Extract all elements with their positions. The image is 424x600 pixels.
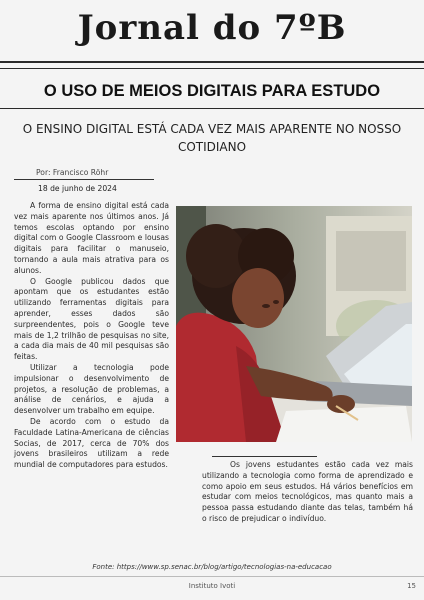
paragraph-1: A forma de ensino digital está cada vez mais aparente nos últimos anos. Já temos escolas optando por ensino digital com o Google Classroom e lousas digitais para facilitar o manuseio, tornando a aula mais atrativa para os alunos.: [14, 201, 169, 275]
caption-rule: [212, 456, 317, 457]
source-credit: Fonte: https://www.sp.senac.br/blog/artigo/tecnologias-na-educacao: [92, 563, 332, 571]
article-photo: [176, 206, 412, 442]
footer-rule: [0, 576, 424, 577]
paragraph-4: De acordo com o estudo da Faculdade Latina-Americana de ciências Socias, de 2017, cerca de 70% dos jovens brasileiros utilizam a rede mundial de computadores para estudos.: [14, 416, 169, 470]
byline-rule: [14, 179, 154, 180]
footer-publisher: Instituto Ivoti: [188, 582, 236, 590]
paragraph-2: O Google publicou dados que apontam que os estudantes estão utilizando ferramentas digitais para aprender, esses dados são surpreendentes, pois o Google teve mais de 1,2 trilhão de pesquisas no site, a cada dia mais de 40 mil pesquisas são feitas.: [14, 276, 169, 362]
article-subtitle: O ENSINO DIGITAL ESTÁ CADA VEZ MAIS APARENTE NO NOSSO COTIDIANO: [22, 122, 402, 154]
masthead-rule-bottom: [0, 68, 424, 69]
photo-caption: Os jovens estudantes estão cada vez mais utilizando a tecnologia como forma de aprendizado e como apoio em seus estudos. Há vários benefícios em estudar com meios tecnológicos, mas quanto mais a pessoa passa estudando diante das telas, também há o risco de prejudicar o indivíduo.: [202, 460, 413, 523]
headline-rule: [0, 108, 424, 109]
paragraph-3: Utilizar a tecnologia pode impulsionar o desenvolvimento de projetos, a resolução de problemas, a análise de cenários, e ajuda a desenvolver um trabalho em equipe.: [14, 362, 169, 416]
article-date: 18 de junho de 2024: [38, 184, 117, 193]
masthead-title: Jornal do 7ºB: [77, 8, 347, 48]
article-body: [14, 201, 169, 471]
girl-studying-illustration: [176, 206, 412, 442]
masthead-rule-top: [0, 61, 424, 63]
page-number: 15: [407, 582, 416, 590]
article-author: Por: Francisco Röhr: [36, 168, 109, 177]
article-headline: O USO DE MEIOS DIGITAIS PARA ESTUDO: [43, 82, 381, 100]
